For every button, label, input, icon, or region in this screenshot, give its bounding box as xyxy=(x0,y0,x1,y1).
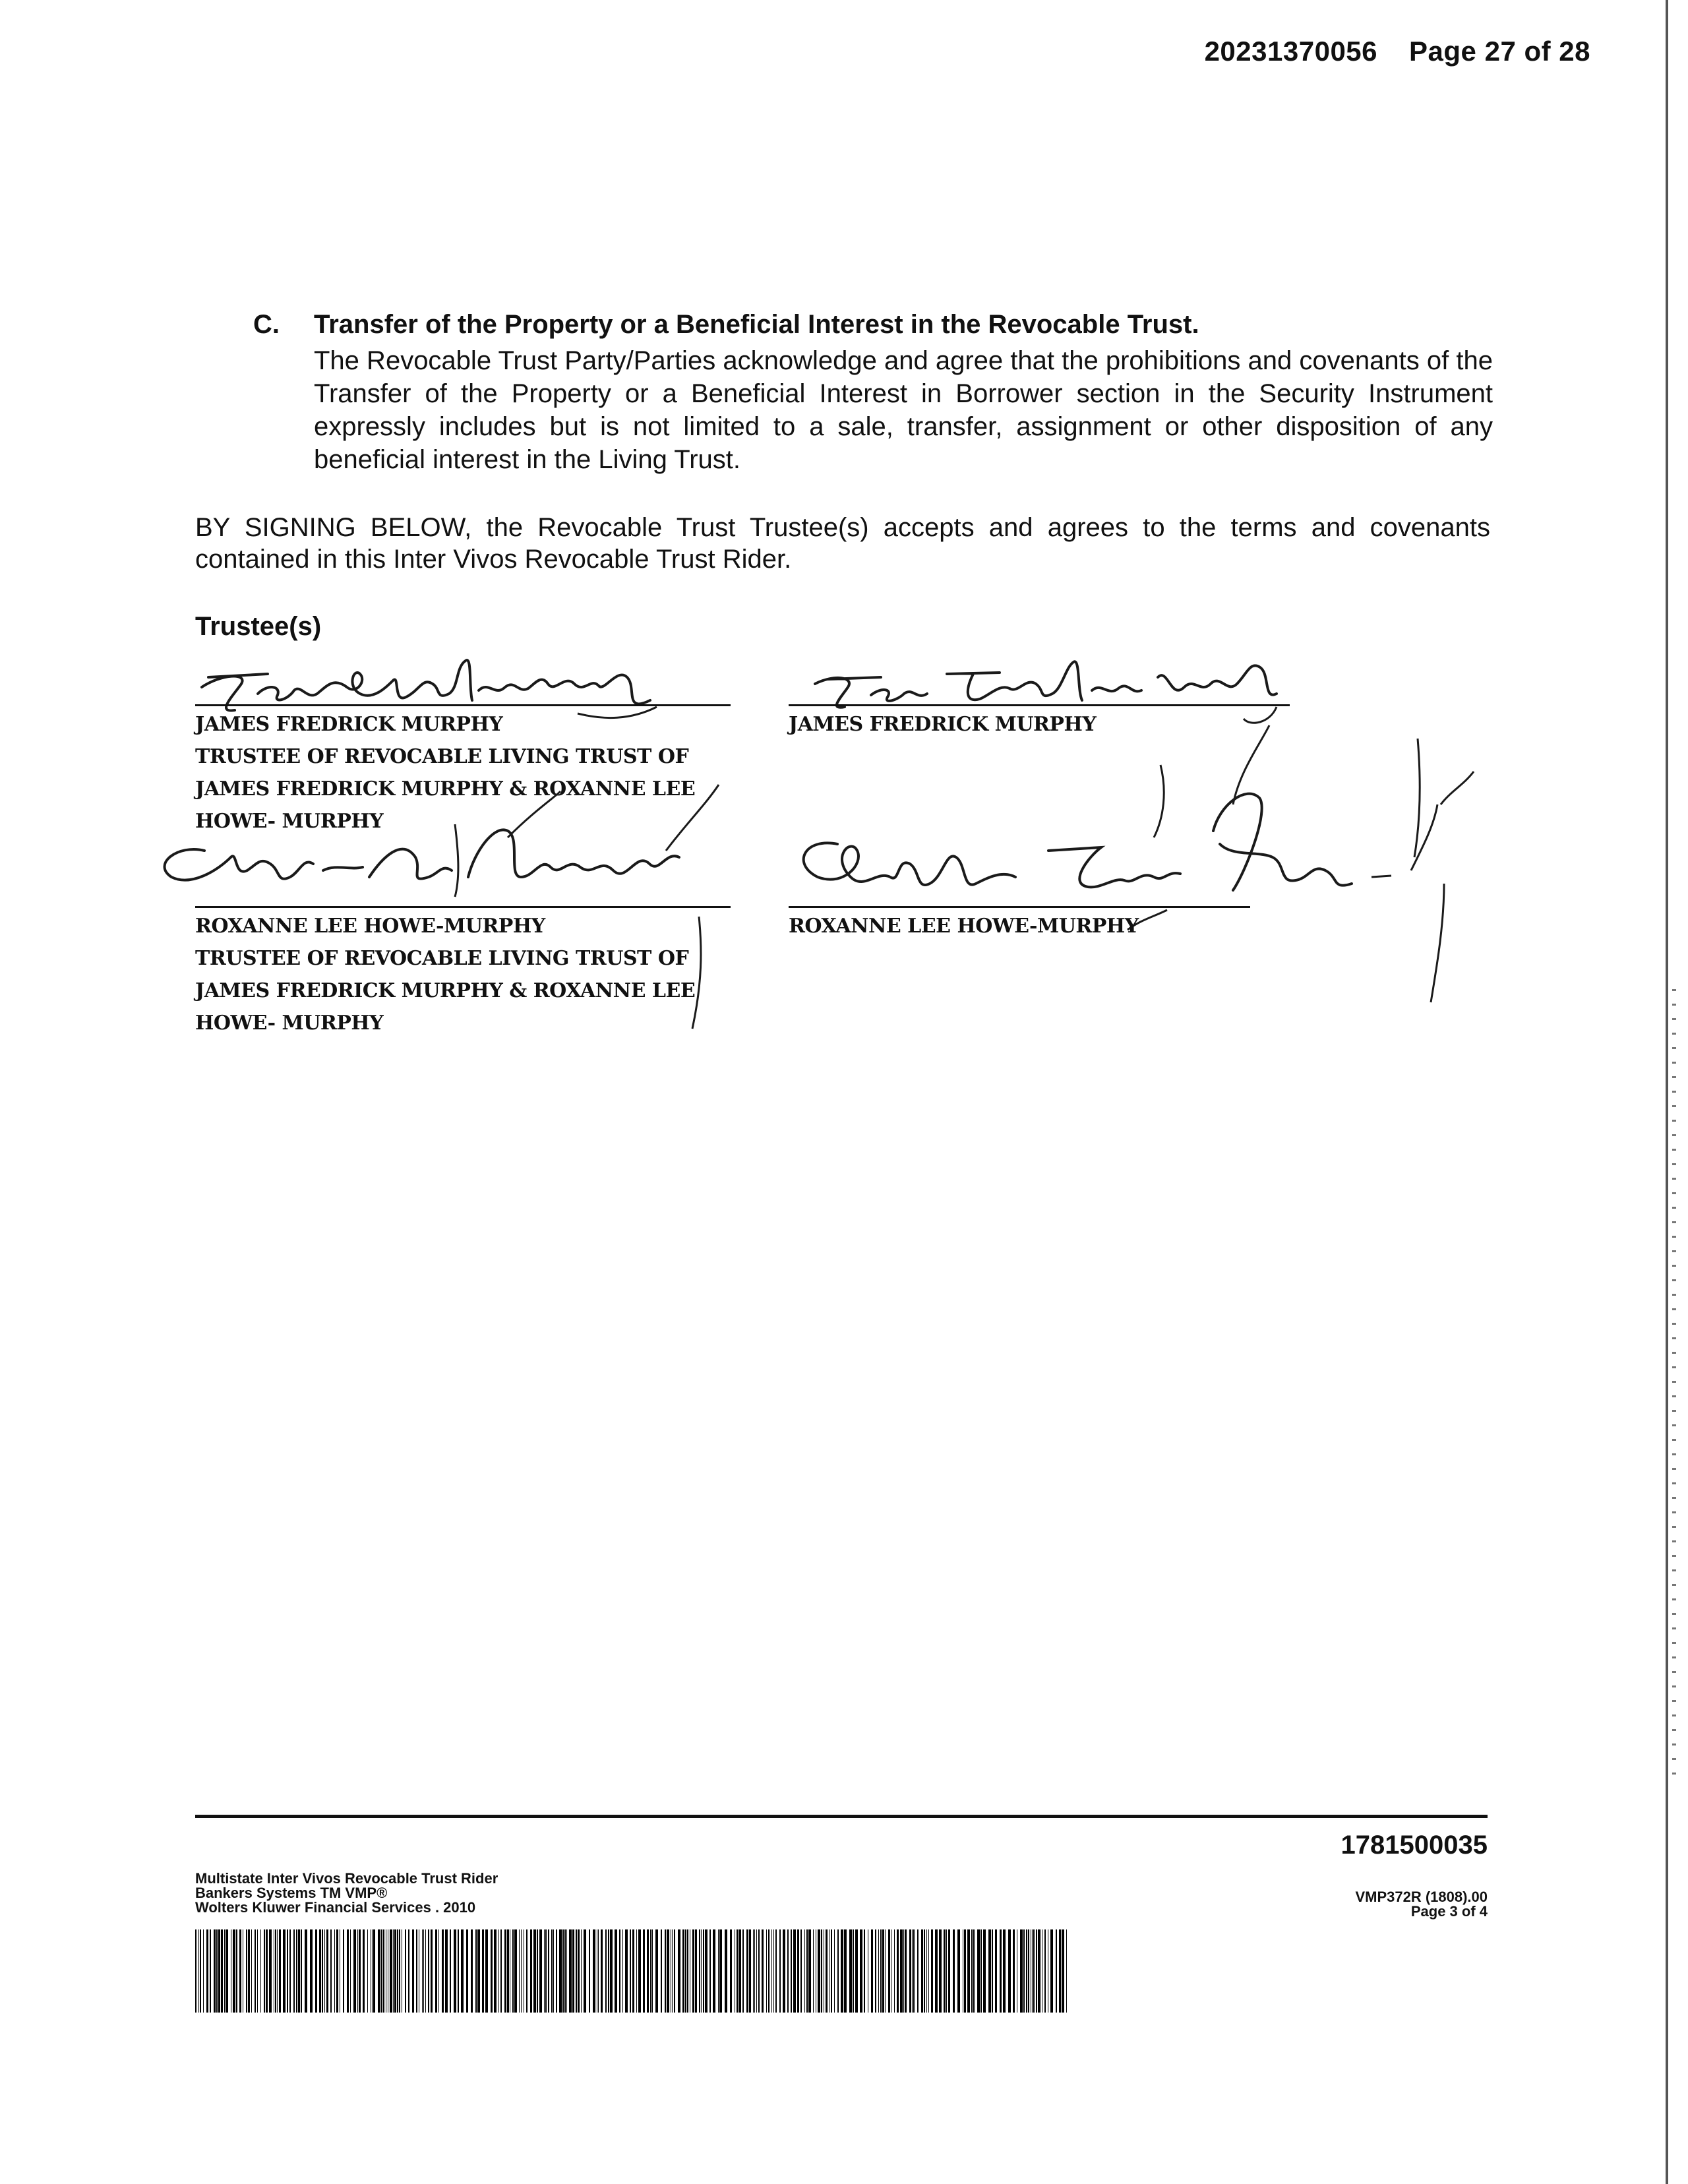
barcode-bar xyxy=(742,1929,744,2013)
barcode-bar xyxy=(266,1929,268,2013)
barcode-bar xyxy=(973,1929,975,2013)
barcode-bar xyxy=(779,1929,781,2013)
barcode-bar xyxy=(754,1929,755,2013)
signer-name: JAMES FREDRICK MURPHY xyxy=(789,713,1097,736)
barcode-bar xyxy=(350,1929,351,2013)
barcode-bar xyxy=(953,1929,955,2013)
barcode-bar xyxy=(917,1929,918,2013)
barcode-bar xyxy=(394,1929,396,2013)
barcode-bar xyxy=(705,1929,707,2013)
barcode-bar xyxy=(330,1929,332,2013)
barcode-bar xyxy=(544,1929,545,2013)
barcode-bar xyxy=(709,1929,711,2013)
barcode-bar xyxy=(296,1929,297,2013)
barcode-bar xyxy=(855,1929,858,2013)
barcode-bar xyxy=(718,1929,719,2013)
barcode-bar xyxy=(1026,1929,1027,2013)
barcode-bar xyxy=(615,1929,617,2013)
barcode-bar xyxy=(260,1929,261,2013)
barcode-bar xyxy=(692,1929,694,2013)
barcode-bar xyxy=(319,1929,321,2013)
form-title: Multistate Inter Vivos Revocable Trust Rider xyxy=(195,1870,498,1887)
barcode-bar xyxy=(667,1929,669,2013)
barcode-bar xyxy=(226,1929,228,2013)
barcode-bar xyxy=(255,1929,256,2013)
barcode-bar xyxy=(769,1929,770,2013)
barcode-bar xyxy=(454,1929,456,2013)
barcode-bar xyxy=(367,1929,368,2013)
barcode-bar xyxy=(198,1929,199,2013)
barcode-bar xyxy=(834,1929,835,2013)
barcode-bar xyxy=(651,1929,653,2013)
barcode-bar xyxy=(428,1929,429,2013)
barcode-bar xyxy=(471,1929,473,2013)
barcode-bar xyxy=(977,1929,980,2013)
barcode-bar xyxy=(771,1929,772,2013)
barcode-bar xyxy=(880,1929,882,2013)
signature-line-left-1 xyxy=(195,704,731,706)
barcode-bar xyxy=(584,1929,586,2013)
barcode-bar xyxy=(808,1929,811,2013)
barcode-bar xyxy=(674,1929,675,2013)
signer-title: JAMES FREDRICK MURPHY & ROXANNE LEE xyxy=(195,777,696,801)
barcode-bar xyxy=(494,1929,497,2013)
barcode-bar xyxy=(422,1929,423,2013)
barcode-bar xyxy=(458,1929,459,2013)
barcode-bar xyxy=(293,1929,295,2013)
barcode-bar xyxy=(791,1929,792,2013)
barcode-bar xyxy=(214,1929,216,2013)
barcode-bar xyxy=(310,1929,313,2013)
barcode-bar xyxy=(980,1929,982,2013)
barcode-bar xyxy=(305,1929,307,2013)
barcode-bar xyxy=(860,1929,862,2013)
barcode-bar xyxy=(1050,1929,1053,2013)
barcode-bar xyxy=(935,1929,938,2013)
vendor-line: Bankers Systems TM VMP® xyxy=(195,1885,388,1901)
barcode-bar xyxy=(246,1929,247,2013)
barcode-bar xyxy=(548,1929,549,2013)
barcode-bar xyxy=(287,1929,288,2013)
barcode-bar xyxy=(224,1929,225,2013)
signature-line-left-2 xyxy=(195,906,731,908)
barcode-bar xyxy=(200,1929,201,2013)
form-code-block xyxy=(1355,1890,1488,1919)
barcode-bar xyxy=(559,1929,562,2013)
barcode-bar xyxy=(206,1929,208,2013)
barcode-bar xyxy=(564,1929,566,2013)
barcode-bar xyxy=(643,1929,645,2013)
barcode-bar xyxy=(397,1929,398,2013)
barcode-bar xyxy=(477,1929,480,2013)
signer-title: JAMES FREDRICK MURPHY & ROXANNE LEE xyxy=(195,979,696,1002)
barcode-bar xyxy=(1028,1929,1029,2013)
signer-title: HOWE- MURPHY xyxy=(195,1012,384,1035)
signer-block-left-2 xyxy=(195,910,695,1039)
barcode-bar xyxy=(372,1929,373,2013)
barcode-bar xyxy=(888,1929,890,2013)
barcode-bar xyxy=(983,1929,986,2013)
barcode-bar xyxy=(336,1929,338,2013)
barcode-bar xyxy=(787,1929,789,2013)
barcode-bar xyxy=(897,1929,899,2013)
barcode-bar xyxy=(957,1929,960,2013)
barcode-bar xyxy=(909,1929,911,2013)
barcode-bar xyxy=(806,1929,808,2013)
barcode-bar xyxy=(315,1929,317,2013)
barcode-bar xyxy=(610,1929,613,2013)
barcode-bar xyxy=(1003,1929,1006,2013)
barcode-bar xyxy=(1056,1929,1057,2013)
barcode-bar xyxy=(793,1929,796,2013)
barcode-bar xyxy=(236,1929,237,2013)
barcode-bar xyxy=(601,1929,603,2013)
section-letter: C. xyxy=(253,310,280,339)
barcode-bar xyxy=(485,1929,488,2013)
barcode-bar xyxy=(289,1929,291,2013)
barcode-bar xyxy=(1059,1929,1061,2013)
barcode-bar xyxy=(650,1929,651,2013)
barcode-bar xyxy=(423,1929,424,2013)
barcode-bar xyxy=(797,1929,799,2013)
scan-edge xyxy=(1666,0,1668,2184)
copyright-line: Wolters Kluwer Financial Services . 2010 xyxy=(195,1899,476,1916)
barcode-bar xyxy=(435,1929,437,2013)
barcode-bar xyxy=(853,1929,854,2013)
signer-title: TRUSTEE OF REVOCABLE LIVING TRUST OF xyxy=(195,745,689,768)
barcode-bar xyxy=(359,1929,361,2013)
barcode-bar xyxy=(431,1929,433,2013)
barcode-bar xyxy=(298,1929,300,2013)
signature-line-right-2 xyxy=(789,906,1250,908)
barcode-bar xyxy=(466,1929,468,2013)
barcode-bar xyxy=(450,1929,451,2013)
barcode-bar xyxy=(203,1929,204,2013)
barcode-bar xyxy=(553,1929,554,2013)
barcode-bar xyxy=(334,1929,335,2013)
trustees-label: Trustee(s) xyxy=(195,612,322,641)
barcode-bar xyxy=(622,1929,623,2013)
barcode-bar xyxy=(992,1929,993,2013)
barcode-bar xyxy=(638,1929,641,2013)
barcode-bar xyxy=(216,1929,218,2013)
barcode-bar xyxy=(630,1929,631,2013)
barcode-bar xyxy=(322,1929,323,2013)
scan-edge-marks xyxy=(1672,989,1676,1780)
barcode-bar xyxy=(347,1929,349,2013)
barcode-bar xyxy=(931,1929,933,2013)
loan-number: 1781500035 xyxy=(1341,1831,1488,1860)
barcode-bar xyxy=(251,1929,252,2013)
barcode-bar xyxy=(713,1929,715,2013)
barcode-bar xyxy=(445,1929,448,2013)
barcode-bar xyxy=(408,1929,409,2013)
barcode-bar xyxy=(248,1929,250,2013)
barcode-bar xyxy=(257,1929,258,2013)
barcode-bar xyxy=(353,1929,356,2013)
signature-line-right-1 xyxy=(789,704,1290,706)
barcode-bar xyxy=(837,1929,839,2013)
barcode-bar xyxy=(885,1929,886,2013)
barcode-bar xyxy=(500,1929,502,2013)
barcode-bar xyxy=(343,1929,344,2013)
barcode-bar xyxy=(239,1929,241,2013)
barcode-bar xyxy=(946,1929,947,2013)
barcode-bar xyxy=(526,1929,528,2013)
barcode-bar xyxy=(695,1929,697,2013)
barcode-bar xyxy=(324,1929,325,2013)
barcode-bar xyxy=(1020,1929,1023,2013)
barcode-bar xyxy=(393,1929,394,2013)
barcode-bar xyxy=(475,1929,477,2013)
barcode-bar xyxy=(195,1929,196,2013)
barcode-bar xyxy=(504,1929,506,2013)
signature-roxanne-right xyxy=(758,725,1517,1002)
barcode-bar xyxy=(438,1929,439,2013)
recording-header xyxy=(1205,36,1590,67)
barcode-bar xyxy=(739,1929,741,2013)
barcode-bar xyxy=(1062,1929,1064,2013)
barcode-bar xyxy=(576,1929,577,2013)
barcode-bar xyxy=(1013,1929,1015,2013)
signer-name: JAMES FREDRICK MURPHY xyxy=(195,713,503,736)
barcode-bar xyxy=(746,1929,748,2013)
barcode-bar xyxy=(939,1929,942,2013)
barcode-bar xyxy=(551,1929,553,2013)
barcode-bar xyxy=(1032,1929,1033,2013)
barcode-bar xyxy=(783,1929,785,2013)
signer-name: ROXANNE LEE HOWE-MURPHY xyxy=(195,915,545,938)
barcode-bar xyxy=(672,1929,673,2013)
barcode-bar xyxy=(813,1929,814,2013)
section-body: The Revocable Trust Party/Parties acknowledge and agree that the prohibitions and covenants of the Transfer of the Property or a Beneficial Interest in Borrower section in the Security Instrument expressly includes but is not limited to a sale, transfer, assignment or other disposition of any beneficial interest in the Living Trust. xyxy=(314,346,1493,474)
barcode-bar xyxy=(655,1929,658,2013)
barcode-bar xyxy=(218,1929,220,2013)
barcode-bar xyxy=(725,1929,727,2013)
barcode-bar xyxy=(844,1929,847,2013)
barcode-bar xyxy=(632,1929,634,2013)
barcode-bar xyxy=(269,1929,272,2013)
barcode-bar xyxy=(762,1929,764,2013)
barcode-bar xyxy=(768,1929,769,2013)
barcode-bar xyxy=(730,1929,732,2013)
barcode-bar xyxy=(894,1929,895,2013)
barcode-bar xyxy=(661,1929,662,2013)
section-heading: Transfer of the Property or a Beneficial Interest in the Revocable Trust. xyxy=(314,310,1199,339)
barcode-bar xyxy=(775,1929,777,2013)
barcode-bar xyxy=(578,1929,580,2013)
barcode-bar xyxy=(882,1929,884,2013)
barcode-bar xyxy=(804,1929,805,2013)
barcode-bar xyxy=(416,1929,417,2013)
barcode-bar xyxy=(1044,1929,1046,2013)
barcode-bar xyxy=(719,1929,722,2013)
barcode-bar xyxy=(581,1929,582,2013)
barcode-bar xyxy=(593,1929,595,2013)
barcode-bar xyxy=(1040,1929,1041,2013)
footer-rule xyxy=(195,1815,1488,1818)
page-label: Page 27 of 28 xyxy=(1409,36,1590,67)
barcode-bar xyxy=(900,1929,903,2013)
barcode-bar xyxy=(905,1929,907,2013)
barcode-bar xyxy=(378,1929,380,2013)
barcode-bar xyxy=(1008,1929,1011,2013)
barcode-bar xyxy=(685,1929,686,2013)
barcode-bar xyxy=(995,1929,997,2013)
signer-title: TRUSTEE OF REVOCABLE LIVING TRUST OF xyxy=(195,947,689,970)
barcode-bar xyxy=(758,1929,760,2013)
barcode-bar xyxy=(277,1929,278,2013)
barcode-bar xyxy=(800,1929,802,2013)
barcode-bar xyxy=(1000,1929,1002,2013)
barcode-bar xyxy=(233,1929,235,2013)
barcode-bar xyxy=(737,1929,738,2013)
barcode-bar xyxy=(537,1929,538,2013)
barcode-bar xyxy=(647,1929,649,2013)
form-page: Page 3 of 4 xyxy=(1410,1903,1488,1920)
barcode-bar xyxy=(373,1929,375,2013)
document-number: 20231370056 xyxy=(1204,36,1378,67)
barcode-bar xyxy=(425,1929,426,2013)
barcode-bar xyxy=(1036,1929,1037,2013)
barcode-bar xyxy=(948,1929,950,2013)
barcode-bar xyxy=(210,1929,211,2013)
barcode-bar xyxy=(512,1929,514,2013)
barcode-bar xyxy=(701,1929,702,2013)
barcode-bar xyxy=(913,1929,915,2013)
barcode-bar xyxy=(530,1929,532,2013)
barcode-bar xyxy=(1066,1929,1067,2013)
barcode-bar xyxy=(912,1929,913,2013)
barcode-bar xyxy=(569,1929,572,2013)
barcode-bar xyxy=(442,1929,444,2013)
barcode-bar xyxy=(665,1929,666,2013)
barcode-bar xyxy=(988,1929,991,2013)
barcode-bar xyxy=(619,1929,620,2013)
barcode-bar xyxy=(926,1929,927,2013)
barcode-bar xyxy=(507,1929,509,2013)
barcode-bar xyxy=(412,1929,414,2013)
barcode-bar xyxy=(678,1929,680,2013)
barcode-bar xyxy=(545,1929,547,2013)
barcode-bar xyxy=(625,1929,628,2013)
barcode-bar xyxy=(539,1929,542,2013)
barcode-bar xyxy=(264,1929,265,2013)
barcode-bar xyxy=(864,1929,865,2013)
barcode-bar xyxy=(598,1929,599,2013)
barcode-bar xyxy=(519,1929,520,2013)
barcode-bar xyxy=(875,1929,876,2013)
form-info xyxy=(195,1871,498,1915)
barcode-bar xyxy=(357,1929,358,2013)
barcode-bar xyxy=(566,1929,567,2013)
barcode-bar xyxy=(821,1929,822,2013)
barcode-bar xyxy=(521,1929,522,2013)
barcode-bar xyxy=(826,1929,828,2013)
barcode-bar xyxy=(482,1929,484,2013)
barcode-bar xyxy=(399,1929,400,2013)
barcode-bar xyxy=(605,1929,607,2013)
signing-statement: BY SIGNING BELOW, the Revocable Trust Trustee(s) accepts and agrees to the terms and covenants contained in this Inter Vivos Revocable Trust Rider. xyxy=(195,513,1490,574)
barcode-bar xyxy=(498,1929,499,2013)
barcode-bar xyxy=(533,1929,536,2013)
barcode-bar xyxy=(381,1929,382,2013)
barcode-bar xyxy=(514,1929,517,2013)
barcode-bar xyxy=(773,1929,774,2013)
barcode-bar xyxy=(326,1929,328,2013)
barcode-bar xyxy=(928,1929,929,2013)
barcode-bar xyxy=(749,1929,751,2013)
barcode-bar xyxy=(878,1929,879,2013)
signer-block-right-2 xyxy=(789,910,1139,942)
barcode-bar xyxy=(636,1929,637,2013)
barcode-bar xyxy=(221,1929,223,2013)
barcode-bar xyxy=(971,1929,973,2013)
barcode-bar xyxy=(275,1929,276,2013)
barcode-bar xyxy=(964,1929,966,2013)
barcode-bar xyxy=(766,1929,767,2013)
signer-title: HOWE- MURPHY xyxy=(195,810,384,833)
barcode-bar xyxy=(562,1929,564,2013)
barcode-bar xyxy=(849,1929,852,2013)
barcode-bar xyxy=(841,1929,843,2013)
barcode-bar xyxy=(1033,1929,1035,2013)
barcode-bar xyxy=(405,1929,406,2013)
barcode-bar xyxy=(608,1929,609,2013)
barcode xyxy=(195,1929,1068,2013)
barcode-bar xyxy=(491,1929,493,2013)
barcode-bar xyxy=(903,1929,904,2013)
barcode-bar xyxy=(687,1929,688,2013)
barcode-bar xyxy=(1023,1929,1025,2013)
barcode-bar xyxy=(967,1929,970,2013)
barcode-bar xyxy=(1038,1929,1040,2013)
barcode-bar xyxy=(831,1929,832,2013)
barcode-bar xyxy=(699,1929,700,2013)
barcode-bar xyxy=(383,1929,384,2013)
barcode-bar xyxy=(390,1929,392,2013)
form-code: VMP372R (1808).00 xyxy=(1355,1889,1488,1905)
barcode-bar xyxy=(871,1929,873,2013)
barcode-bar xyxy=(921,1929,923,2013)
barcode-bar xyxy=(703,1929,704,2013)
barcode-bar xyxy=(753,1929,754,2013)
barcode-bar xyxy=(301,1929,302,2013)
barcode-bar xyxy=(944,1929,946,2013)
barcode-bar xyxy=(283,1929,286,2013)
barcode-bar xyxy=(589,1929,590,2013)
barcode-bar xyxy=(461,1929,464,2013)
barcode-bar xyxy=(279,1929,281,2013)
signer-name: ROXANNE LEE HOWE-MURPHY xyxy=(789,915,1139,938)
barcode-bar xyxy=(756,1929,757,2013)
barcode-bar xyxy=(818,1929,820,2013)
barcode-bar xyxy=(363,1929,365,2013)
barcode-bar xyxy=(556,1929,557,2013)
barcode-bar xyxy=(572,1929,574,2013)
barcode-bar xyxy=(924,1929,925,2013)
barcode-bar xyxy=(682,1929,684,2013)
